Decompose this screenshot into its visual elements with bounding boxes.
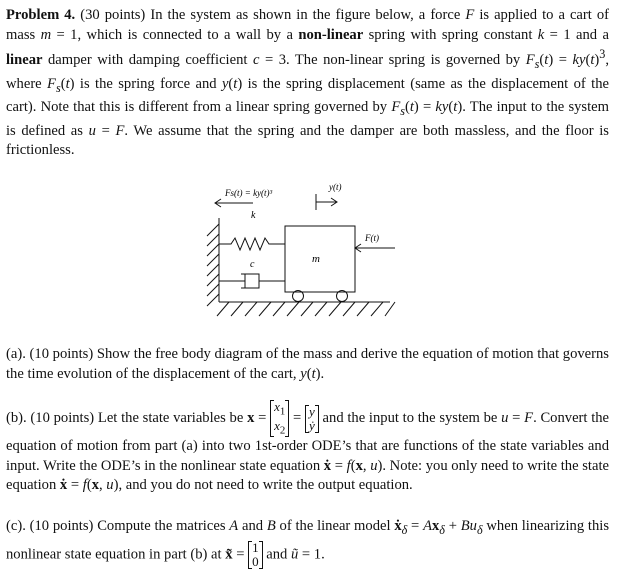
part-c-text: and bbox=[266, 545, 288, 562]
linear-term: linear bbox=[6, 52, 43, 69]
spring-force-label: Fs(t) = ky(t)³ bbox=[225, 188, 273, 198]
part-b-label: (b). bbox=[6, 409, 27, 426]
part-b-text: , and you do not need to write the output equation. bbox=[118, 477, 413, 494]
part-c-text: of the linear model bbox=[279, 518, 391, 534]
part-a: (a). (10 points) Show the free body diagram of the mass and derive the equation of motion that governs the time evolution of the displacement of the cart, y(t). bbox=[6, 346, 609, 382]
displacement-label: y(t) bbox=[329, 182, 342, 192]
part-a-label: (a). bbox=[6, 346, 26, 362]
part-b-text: and the input to the system be bbox=[322, 409, 498, 426]
part-b-text: Convert the equation of motion from part (a) into two 1st-order ODE’s that are functions of the state variables and input. Write the ODE’s in the nonlinear state equation bbox=[6, 409, 610, 474]
intro-text: is applied to a cart of mass bbox=[6, 7, 610, 43]
problem-statement: Problem 4. (30 points) In the system as shown in the figure below, a force F is applied to a cart of mass m = 1, which is connected to a wall by a non-linear spring with spring constant k = 1 and a linear damper with damping coefficient c = 3. The non-linear spring is governed by $F_s(t) = ky(t)^3$, where $F_s(t)$ is the spring force and y(t) is the spring displacement (same as the displacement of the cart). Note that this is different from a linear spring governed by $F_s(t) = ky(t)$. The input to the system is defined as u = F. We assume that the spring and the damper are both massless, and the floor is frictionless. bbox=[6, 7, 610, 159]
part-b: (b). (10 points) Let the state variables be x = $x_1$ $x_2$ = y ẏ and the input to the system be u = F. Convert the equation of motion from part (a) into two 1st-order ODE’s that are functions of the state variables and input. Write the ODE’s in the nonlinear state equation ẋ = f(x, u). Note: you only need to write the state equation ẋ = f(x, u), and you do not need to write the output equation. bbox=[6, 399, 610, 494]
state-vector-x: $x_1$ $x_2$ bbox=[270, 400, 289, 437]
part-c-text: and bbox=[241, 518, 264, 534]
equilibrium-vector: 1 0 bbox=[248, 541, 263, 569]
problem-heading: Problem 4. bbox=[6, 7, 76, 23]
intro-text: damper with damping coefficient bbox=[48, 52, 248, 69]
state-vector-y: y ẏ bbox=[305, 405, 319, 433]
intro-text: is the spring force and bbox=[79, 75, 217, 92]
problem-points: (30 points) bbox=[80, 7, 146, 23]
intro-text: In the system as shown in the figure below, a force bbox=[150, 7, 461, 23]
part-a-points: (10 points) bbox=[29, 346, 94, 362]
spring bbox=[219, 238, 285, 250]
intro-text: . The input to the system is defined as bbox=[6, 99, 609, 139]
mass-label: m bbox=[312, 253, 320, 265]
cart-mass bbox=[285, 226, 355, 292]
intro-text: spring with spring constant bbox=[368, 26, 533, 43]
damping-label: c bbox=[250, 259, 255, 270]
spring-constant-label: k bbox=[251, 210, 256, 221]
part-c-text: when linearizing this nonlinear state equation in part (b) at bbox=[6, 518, 610, 562]
mass-spring-damper-figure bbox=[205, 178, 445, 328]
intro-text: . We assume that the spring and the damper are both massless, and the floor is frictionless. bbox=[6, 122, 609, 159]
part-b-text: Let the state variables be bbox=[97, 409, 244, 426]
part-c-label: (c). bbox=[6, 518, 26, 534]
part-c: (c). (10 points) Compute the matrices A and B of the linear model ẋ$_\delta$ = $Ax_\delta + Bu_\delta$ when linearizing this nonlinear state equation in part (b) at x̃ = 1 0 and ũ = 1. bbox=[6, 518, 610, 569]
part-a-text: Show the free body diagram of the mass and derive the equation of motion that governs the time evolution of the displacement of the cart, bbox=[6, 346, 609, 382]
intro-text: . The non-linear spring is governed by bbox=[286, 52, 521, 69]
part-b-text: . Note: you only need to write the state equation bbox=[6, 457, 609, 494]
part-b-points: (10 points) bbox=[30, 409, 95, 426]
part-c-text: Compute the matrices bbox=[97, 518, 226, 534]
intro-text: , which is connected to a wall by a bbox=[77, 26, 293, 43]
force-label: F(t) bbox=[365, 233, 379, 243]
intro-text: , where bbox=[6, 52, 609, 92]
nonlinear-term: non-linear bbox=[298, 26, 364, 43]
intro-text: is the spring displacement (same as the displacement of the cart). Note that this is different from a linear spring governed by bbox=[6, 75, 609, 116]
intro-text: and a bbox=[576, 26, 609, 43]
part-c-points: (10 points) bbox=[29, 518, 94, 534]
